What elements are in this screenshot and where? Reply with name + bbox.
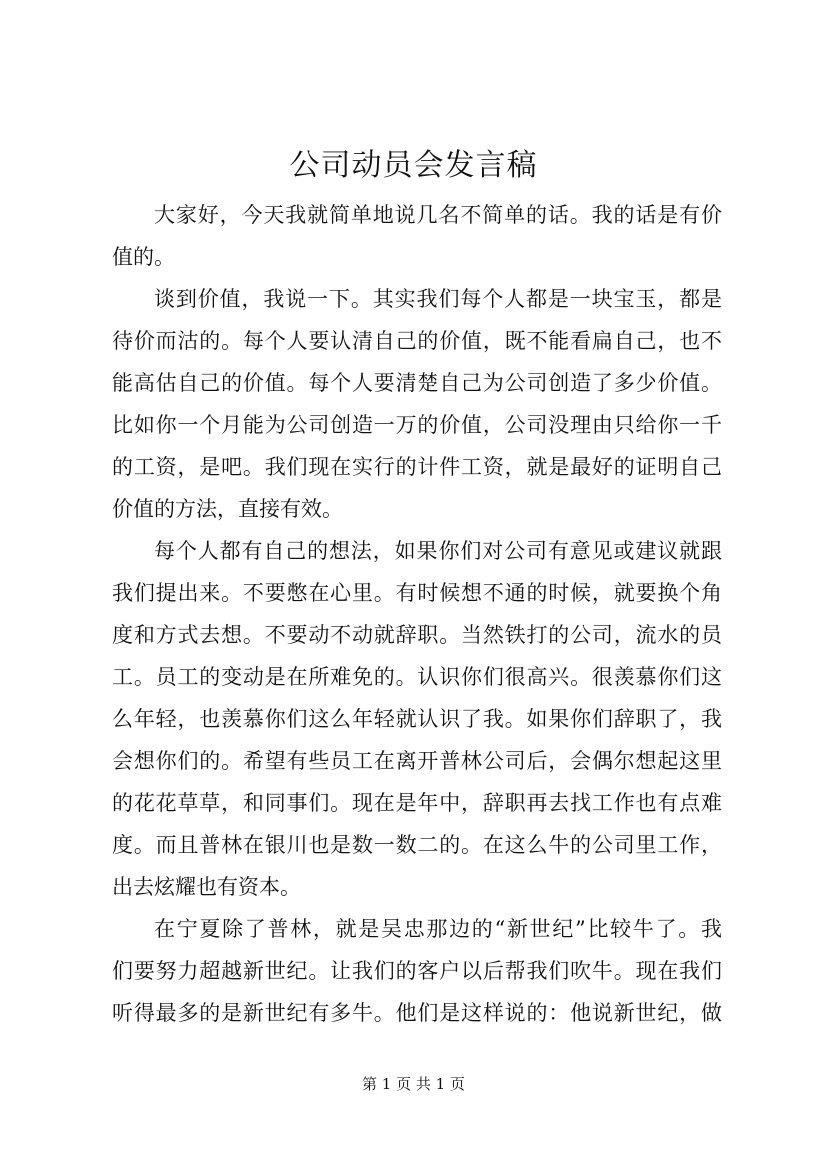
text-line: 比如你一个月能为公司创造一万的价值，公司没理由只给你一千 <box>112 413 722 437</box>
text-line: 的花花草草，和同事们。现在是年中，辞职再去找工作也有点难 <box>112 791 722 815</box>
text-line: 听得最多的是新世纪有多牛。他们是这样说的：他说新世纪，做 <box>112 1001 722 1025</box>
page-footer: 第 1 页 共 1 页 <box>362 1075 465 1093</box>
text-line: 我们提出来。不要憋在心里。有时候想不通的时候，就要换个角 <box>112 581 722 605</box>
text-line: 工。员工的变动是在所难免的。认识你们很高兴。很羡慕你们这 <box>112 665 722 689</box>
text-line: 度和方式去想。不要动不动就辞职。当然铁打的公司，流水的员 <box>112 623 722 647</box>
document-body <box>112 194 722 1034</box>
text-line: 出去炫耀也有资本。 <box>112 875 301 899</box>
text-line: 么年轻，也羡慕你们这么年轻就认识了我。如果你们辞职了，我 <box>112 707 722 731</box>
text-line: 们要努力超越新世纪。让我们的客户以后帮我们吹牛。现在我们 <box>112 959 722 983</box>
text-line: 度。而且普林在银川也是数一数二的。在这么牛的公司里工作， <box>112 833 722 857</box>
text-line: 谈到价值，我说一下。其实我们每个人都是一块宝玉，都是 <box>154 287 722 311</box>
text-line: 会想你们的。希望有些员工在离开普林公司后，会偶尔想起这里 <box>112 749 722 773</box>
text-line: 在宁夏除了普林，就是吴忠那边的“新世纪”比较牛了。我 <box>154 917 722 941</box>
text-line: 大家好，今天我就简单地说几名不简单的话。我的话是有价 <box>154 203 722 227</box>
text-line: 每个人都有自己的想法，如果你们对公司有意见或建议就跟 <box>154 539 722 563</box>
text-line: 待价而沽的。每个人要认清自己的价值，既不能看扁自己，也不 <box>112 329 722 353</box>
text-line: 价值的方法，直接有效。 <box>112 497 343 521</box>
text-line: 的工资，是吧。我们现在实行的计件工资，就是最好的证明自己 <box>112 455 722 479</box>
text-line: 值的。 <box>112 245 175 269</box>
text-line: 能高估自己的价值。每个人要清楚自己为公司创造了多少价值。 <box>112 371 722 395</box>
document-title: 公司动员会发言稿 <box>289 148 538 183</box>
